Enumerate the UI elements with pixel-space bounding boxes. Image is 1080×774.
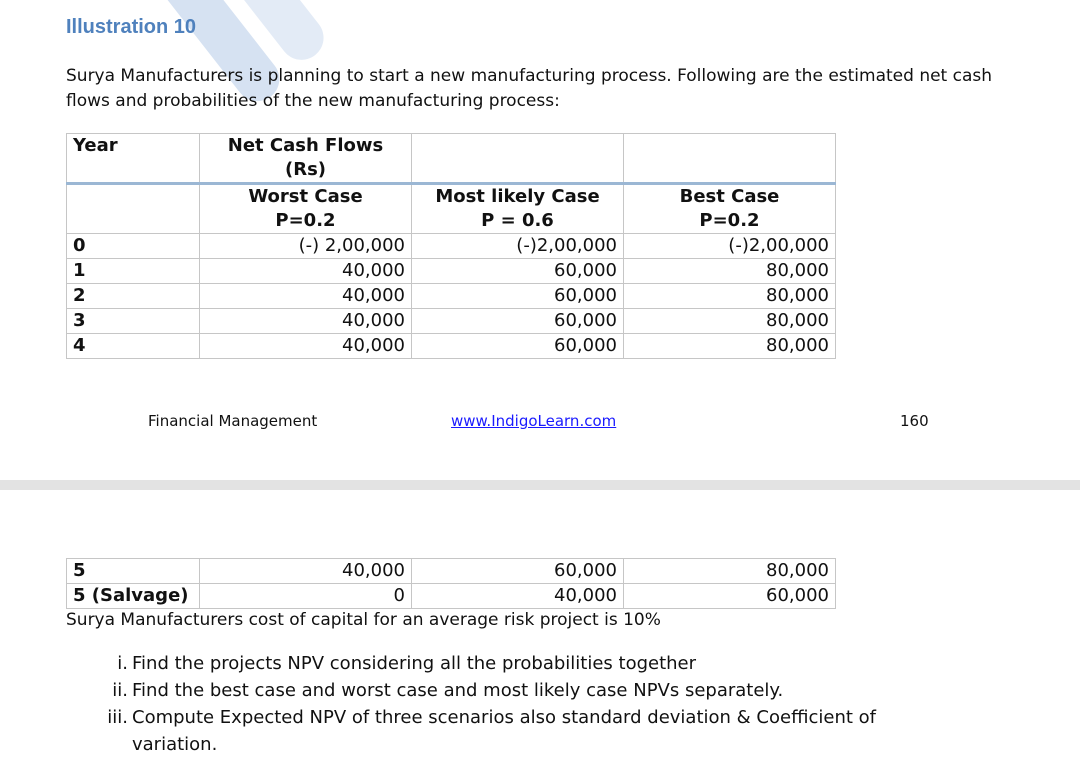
year-cell: 2 xyxy=(67,284,200,309)
list-number: iii. xyxy=(107,707,128,728)
question-list xyxy=(107,650,962,758)
best-cell: 80,000 xyxy=(624,259,836,284)
list-text: Compute Expected NPV of three scenarios also standard deviation & Coefficient of variation. xyxy=(132,707,876,755)
best-cell: 60,000 xyxy=(624,584,836,609)
year-cell: 4 xyxy=(67,334,200,359)
empty-header-cell xyxy=(624,134,836,184)
likely-cell: 60,000 xyxy=(412,284,624,309)
illustration-heading: Illustration 10 xyxy=(66,16,197,38)
page-separator xyxy=(0,480,1080,490)
scenario-best xyxy=(624,184,836,234)
table-row xyxy=(67,334,836,359)
table-row xyxy=(67,559,836,584)
worst-cell: 0 xyxy=(200,584,412,609)
scenario-prob: P = 0.6 xyxy=(481,210,554,231)
likely-cell: 60,000 xyxy=(412,259,624,284)
year-header: Year xyxy=(67,134,200,184)
scenario-row xyxy=(67,184,836,234)
ncf-header-line1: Net Cash Flows xyxy=(227,135,384,156)
worst-cell: 40,000 xyxy=(200,284,412,309)
intro-paragraph: Surya Manufacturers is planning to start a new manufacturing process. Following are the estimated net cash flows and probabilities of the new manufacturing process: xyxy=(66,66,993,111)
year-cell: 5 (Salvage) xyxy=(67,584,200,609)
table-row xyxy=(67,234,836,259)
list-number: ii. xyxy=(112,680,128,701)
worst-cell: 40,000 xyxy=(200,259,412,284)
likely-cell: 60,000 xyxy=(412,309,624,334)
table-row xyxy=(67,584,836,609)
cash-flow-table xyxy=(66,133,836,359)
cost-of-capital-text: Surya Manufacturers cost of capital for an average risk project is 10% xyxy=(66,610,661,630)
scenario-prob: P=0.2 xyxy=(699,210,760,231)
footer-link[interactable]: www.IndigoLearn.com xyxy=(451,412,617,430)
scenario-likely xyxy=(412,184,624,234)
year-cell: 3 xyxy=(67,309,200,334)
table-header-row xyxy=(67,134,836,184)
list-number: i. xyxy=(117,653,128,674)
page-bottom xyxy=(0,490,1080,774)
list-item xyxy=(112,677,962,704)
worst-cell: 40,000 xyxy=(200,334,412,359)
scenario-worst xyxy=(200,184,412,234)
best-cell: 80,000 xyxy=(624,284,836,309)
list-item xyxy=(117,650,962,677)
year-cell: 5 xyxy=(67,559,200,584)
footer-subject: Financial Management xyxy=(148,412,318,430)
worst-cell: 40,000 xyxy=(200,559,412,584)
likely-cell: 60,000 xyxy=(412,559,624,584)
likely-cell: 60,000 xyxy=(412,334,624,359)
table-row xyxy=(67,309,836,334)
best-cell: 80,000 xyxy=(624,559,836,584)
page-number: 160 xyxy=(900,412,929,430)
cash-flow-table-continued xyxy=(66,558,836,609)
year-cell: 0 xyxy=(67,234,200,259)
best-cell: 80,000 xyxy=(624,334,836,359)
table-row xyxy=(67,284,836,309)
best-cell: (-)2,00,000 xyxy=(624,234,836,259)
list-item xyxy=(107,704,962,758)
scenario-name: Best Case xyxy=(679,186,780,207)
best-cell: 80,000 xyxy=(624,309,836,334)
list-text: Find the projects NPV considering all the probabilities together xyxy=(132,653,697,674)
worst-cell: 40,000 xyxy=(200,309,412,334)
scenario-name: Most likely Case xyxy=(435,186,600,207)
scenario-name: Worst Case xyxy=(248,186,363,207)
empty-header-cell xyxy=(412,134,624,184)
year-cell: 1 xyxy=(67,259,200,284)
ncf-header xyxy=(200,134,412,184)
table-row xyxy=(67,259,836,284)
scenario-prob: P=0.2 xyxy=(275,210,336,231)
list-text: Find the best case and worst case and most likely case NPVs separately. xyxy=(132,680,784,701)
worst-cell: (-) 2,00,000 xyxy=(200,234,412,259)
empty-cell xyxy=(67,184,200,234)
likely-cell: 40,000 xyxy=(412,584,624,609)
ncf-header-line2: (Rs) xyxy=(284,159,327,180)
likely-cell: (-)2,00,000 xyxy=(412,234,624,259)
